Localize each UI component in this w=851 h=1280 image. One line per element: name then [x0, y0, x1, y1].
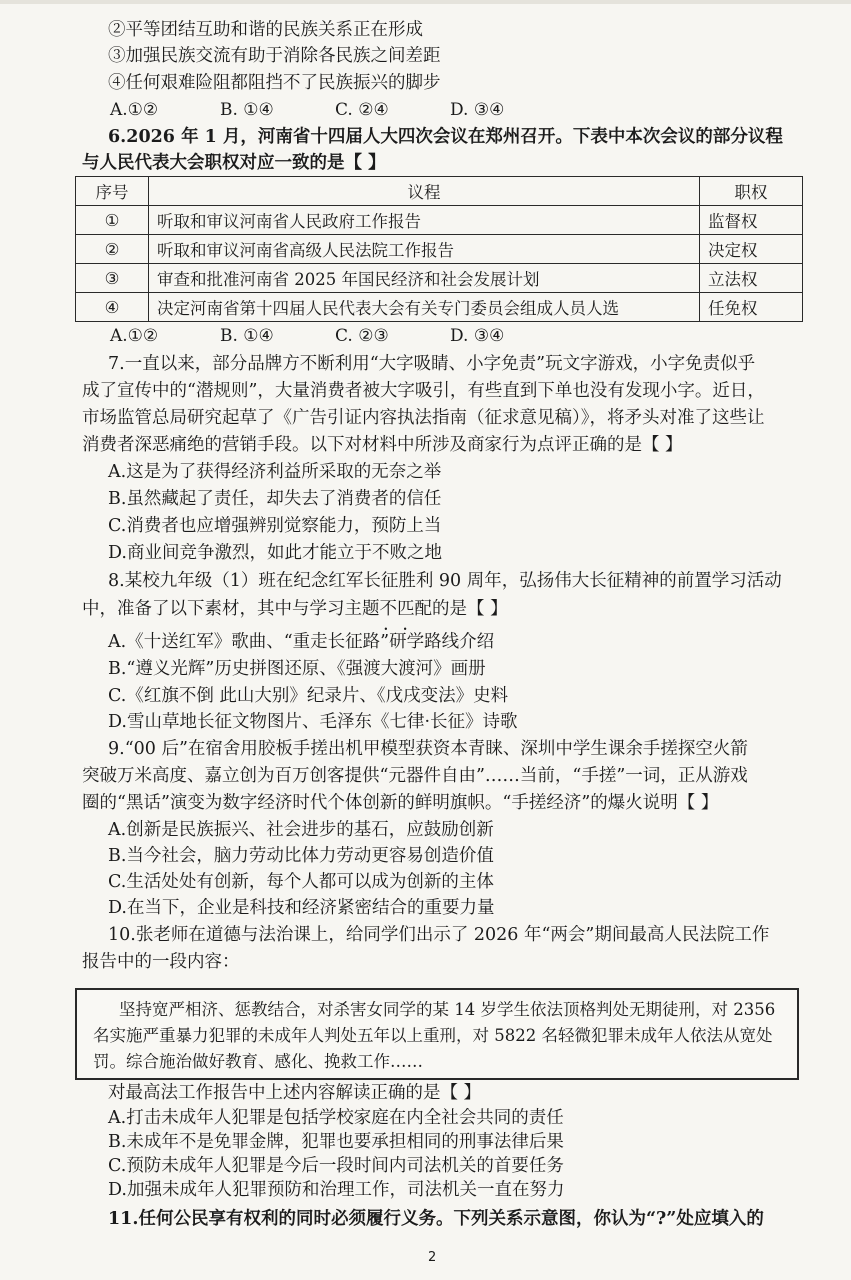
- q7-option-b: B.虽然藏起了责任，却失去了消费者的信任: [108, 489, 442, 509]
- header-agenda: 议程: [149, 177, 700, 206]
- quote-line-3: 罚。综合施治做好教育、感化、挽救工作……: [93, 1052, 423, 1071]
- q8-stem-pre: 中，准备了以下素材，其中与学习主题: [82, 599, 380, 619]
- q5-option-d: D. ③④: [450, 100, 505, 120]
- q9-stem-line2: 突破万米高度、嘉立创为百万创客提供“元器件自由”……当前，“手搓”一词，正从游戏: [82, 766, 748, 786]
- q10-option-b: B.未成年不是免罪金牌，犯罪也要承担相同的刑事法律后果: [108, 1132, 564, 1152]
- q8-option-b: B.“遵义光辉”历史拼图还原、《强渡大渡河》画册: [108, 659, 486, 679]
- q6-option-c: C. ②③: [335, 326, 389, 346]
- q9-option-a: A.创新是民族振兴、社会进步的基石，应鼓励创新: [108, 820, 494, 840]
- q7-option-c: C.消费者也应增强辨别觉察能力，预防上当: [108, 516, 442, 536]
- q8-option-a: A.《十送红军》歌曲、“重走长征路”研学路线介绍: [108, 632, 495, 652]
- row-agenda: 审查和批准河南省 2025 年国民经济和社会发展计划: [149, 264, 700, 293]
- q7-stem-line1: 7.一直以来，部分品牌方不断利用“大字吸睛、小字免责”玩文字游戏，小字免责似乎: [108, 354, 756, 374]
- q8-stem-line2: [82, 596, 508, 622]
- q10-stem-line2: 报告中的一段内容：: [82, 952, 240, 972]
- q11-stem: 11.任何公民享有权利的同时必须履行义务。下列关系示意图，你认为“?”处应填入的: [108, 1209, 764, 1229]
- q5-option-a: A.①②: [110, 100, 159, 120]
- q7-stem-line2: 成了宣传中的“潜规则”，大量消费者被大字吸引，有些直到下单也没有发现小字。近日，: [82, 381, 765, 401]
- q7-stem-line4: 消费者深恶痛绝的营销手段。以下对材料中所涉及商家行为点评正确的是【 】: [82, 435, 683, 455]
- q9-stem-line3: 圈的“黑话”演变为数字经济时代个体创新的鲜明旗帜。“手搓经济”的爆火说明【 】: [82, 793, 719, 813]
- q10-stem-line1: 10.张老师在道德与法治课上，给同学们出示了 2026 年“两会”期间最高人民法院工作: [108, 925, 770, 945]
- row-agenda: 听取和审议河南省人民政府工作报告: [149, 206, 700, 235]
- q8-emphasis: 不匹配 • •: [380, 599, 433, 619]
- row-index: ③: [76, 264, 149, 293]
- q5-item-4: ④任何艰难险阻都阻挡不了民族振兴的脚步: [108, 73, 441, 93]
- q9-option-d: D.在当下，企业是科技和经济紧密结合的重要力量: [108, 898, 495, 918]
- q10-option-c: C.预防未成年人犯罪是今后一段时间内司法机关的首要任务: [108, 1156, 564, 1176]
- q5-item-2: ②平等团结互助和谐的民族关系正在形成: [108, 20, 423, 40]
- page-number: 2: [428, 1250, 437, 1265]
- q9-option-c: C.生活处处有创新，每个人都可以成为创新的主体: [108, 872, 494, 892]
- q10-option-a: A.打击未成年人犯罪是包括学校家庭在内全社会共同的责任: [108, 1108, 564, 1128]
- row-agenda: 决定河南省第十四届人民代表大会有关专门委员会组成人员人选: [149, 293, 700, 322]
- row-power: 任免权: [700, 293, 803, 322]
- q7-option-a: A.这是为了获得经济利益所采取的无奈之举: [108, 462, 442, 482]
- q10-question: 对最高法工作报告中上述内容解读正确的是【 】: [108, 1083, 482, 1103]
- q10-quote-box: [75, 988, 799, 1080]
- q6-option-d: D. ③④: [450, 326, 505, 346]
- row-index: ②: [76, 235, 149, 264]
- scan-edge: [0, 0, 851, 4]
- row-agenda: 听取和审议河南省高级人民法院工作报告: [149, 235, 700, 264]
- row-power: 监督权: [700, 206, 803, 235]
- row-index: ①: [76, 206, 149, 235]
- q5-option-c: C. ②④: [335, 100, 389, 120]
- q6-option-a: A.①②: [110, 326, 159, 346]
- q7-stem-line3: 市场监管总局研究起草了《广告引证内容执法指南（征求意见稿）》，将矛头对准了这些让: [82, 408, 765, 428]
- q7-option-d: D.商业间竞争激烈，如此才能立于不败之地: [108, 543, 442, 563]
- q6-stem-line2: 与人民代表大会职权对应一致的是【 】: [82, 153, 386, 173]
- table-row: [76, 264, 803, 293]
- q9-stem-line1: 9.“00 后”在宿舍用胶板手搓出机甲模型获资本青睐、深圳中学生课余手搓探空火箭: [108, 739, 748, 759]
- q8-stem-post: 的是【 】: [432, 599, 508, 619]
- q5-item-3: ③加强民族交流有助于消除各民族之间差距: [108, 46, 441, 66]
- q10-option-d: D.加强未成年人犯罪预防和治理工作，司法机关一直在努力: [108, 1180, 565, 1200]
- header-power: 职权: [700, 177, 803, 206]
- row-index: ④: [76, 293, 149, 322]
- row-power: 立法权: [700, 264, 803, 293]
- table-row: [76, 206, 803, 235]
- q5-options: [110, 97, 504, 123]
- table-row: [76, 235, 803, 264]
- q6-options: [110, 323, 504, 349]
- q6-option-b: B. ①④: [220, 326, 274, 346]
- quote-line-2: 名实施严重暴力犯罪的未成年人判处五年以上重刑，对 5822 名轻微犯罪未成年人依法从宽处: [93, 1026, 773, 1045]
- q6-agenda-table: [75, 176, 803, 322]
- q9-option-b: B.当今社会，脑力劳动比体力劳动更容易创造价值: [108, 846, 494, 866]
- q8-option-d: D.雪山草地长征文物图片、毛泽东《七律·长征》诗歌: [108, 712, 518, 732]
- header-index: 序号: [76, 177, 149, 206]
- table-header-row: [76, 177, 803, 206]
- row-power: 决定权: [700, 235, 803, 264]
- q8-option-c: C.《红旗不倒 此山大别》纪录片、《戊戌变法》史料: [108, 686, 509, 706]
- q8-stem-line1: 8.某校九年级（1）班在纪念红军长征胜利 90 周年，弘扬伟大长征精神的前置学习活动: [108, 571, 782, 591]
- q5-option-b: B. ①④: [220, 100, 274, 120]
- q6-stem-line1: 6.2026 年 1 月，河南省十四届人大四次会议在郑州召开。下表中本次会议的部分议程: [108, 127, 783, 147]
- quote-line-1: 坚持宽严相济、惩教结合，对杀害女同学的某 14 岁学生依法顶格判处无期徒刑，对 2356: [119, 1000, 776, 1019]
- table-row: [76, 293, 803, 322]
